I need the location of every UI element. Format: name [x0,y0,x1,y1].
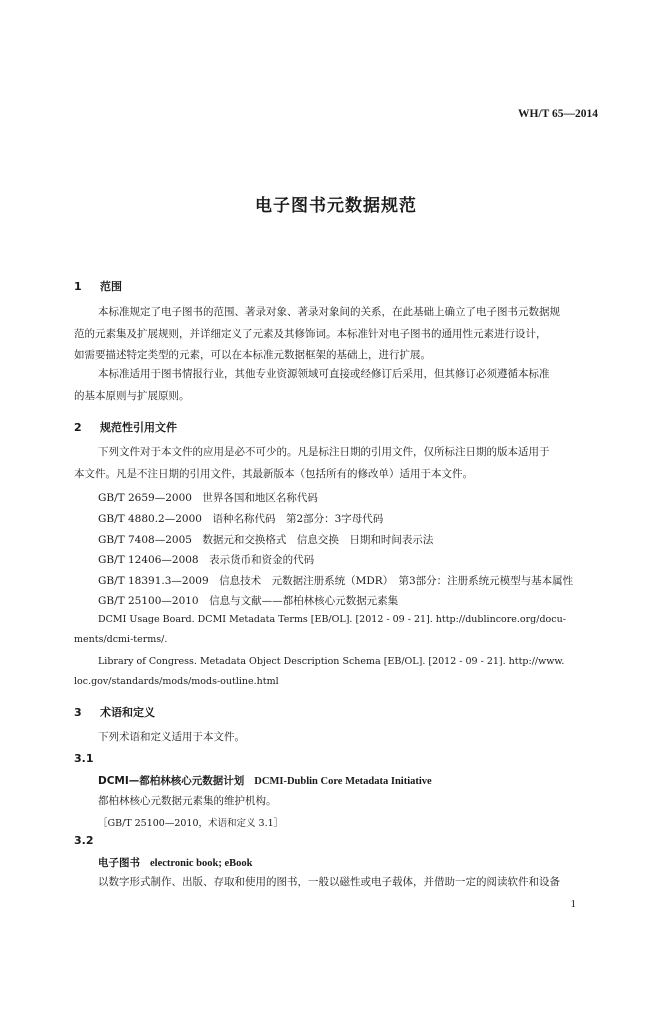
paragraph-line: 的基本原则与扩展原则。 [74,390,190,402]
document-title: 电子图书元数据规范 [255,196,417,216]
paragraph-line: 下列术语和定义适用于本文件。 [98,731,245,743]
section-3-heading [74,704,155,720]
term-definition: 都柏林核心元数据元素集的维护机构。 [98,795,277,807]
paragraph-line: 如需要描述特定类型的元素，可以在本标准元数据框架的基础上，进行扩展。 [74,349,431,361]
reference-item: GB/T 4880.2—2000 语种名称代码 第2部分：3字母代码 [98,513,384,525]
term-source: ［GB/T 25100—2010，术语和定义 3.1］ [98,818,284,829]
paragraph-line: 本标准适用于图书情报行业，其他专业资源领域可直接或经修订后采用，但其修订必须遵循本标准 [98,368,550,380]
term-number: 3.1 [74,752,94,765]
term-en: DCMI-Dublin Core Metadata Initiative [254,776,432,787]
reference-item: loc.gov/standards/mods/mods-outline.html [74,676,279,687]
paragraph-line: 本标准规定了电子图书的范围、著录对象、著录对象间的关系，在此基础上确立了电子图书元数据规 [98,306,560,318]
reference-item: Library of Congress. Metadata Object Description Schema [EB/OL]. [2012 - 09 - 21]. http://www. [98,656,565,667]
section-title: 范围 [100,280,122,293]
reference-item: GB/T 25100—2010 信息与文献——都柏林核心元数据元素集 [98,595,399,607]
term-zh: 电子图书 [98,857,140,869]
section-2-heading [74,419,177,435]
section-title: 术语和定义 [100,706,155,719]
reference-item: GB/T 18391.3—2009 信息技术 元数据注册系统（MDR） 第3部分：注册系统元模型与基本属性 [98,575,574,587]
paragraph-line: 范的元素集及扩展规则，并详细定义了元素及其修饰词。本标准针对电子图书的通用性元素进行设计， [74,328,547,340]
term-definition: 以数字形式制作、出版、存取和使用的图书，一般以磁性或电子载体，并借助一定的阅读软件和设备 [98,876,560,888]
standard-code: WH/T 65—2014 [518,108,598,120]
section-number: 1 [74,280,82,293]
paragraph-line: 下列文件对于本文件的应用是必不可少的。凡是标注日期的引用文件，仅所标注日期的版本适用于 [98,446,550,458]
term-number: 3.2 [74,834,94,847]
reference-item: GB/T 7408—2005 数据元和交换格式 信息交换 日期和时间表示法 [98,534,434,546]
reference-item: DCMI Usage Board. DCMI Metadata Terms [EB/OL]. [2012 - 09 - 21]. http://dublincore.org/docu- [98,614,566,625]
page-number: 1 [570,898,576,910]
term-en: electronic book; eBook [150,858,253,869]
paragraph-line: 本文件。凡是不注日期的引用文件，其最新版本（包括所有的修改单）适用于本文件。 [74,468,473,480]
reference-item: GB/T 12406—2008 表示货币和资金的代码 [98,554,315,566]
term-entry [98,855,252,870]
reference-item: ments/dcmi-terms/. [74,634,168,645]
section-1-heading [74,278,122,294]
reference-item: GB/T 2659—2000 世界各国和地区名称代码 [98,492,318,504]
section-title: 规范性引用文件 [100,421,177,434]
term-zh: DCMI—都柏林核心元数据计划 [98,775,245,787]
term-entry [98,773,432,788]
section-number: 3 [74,706,82,719]
section-number: 2 [74,421,82,434]
